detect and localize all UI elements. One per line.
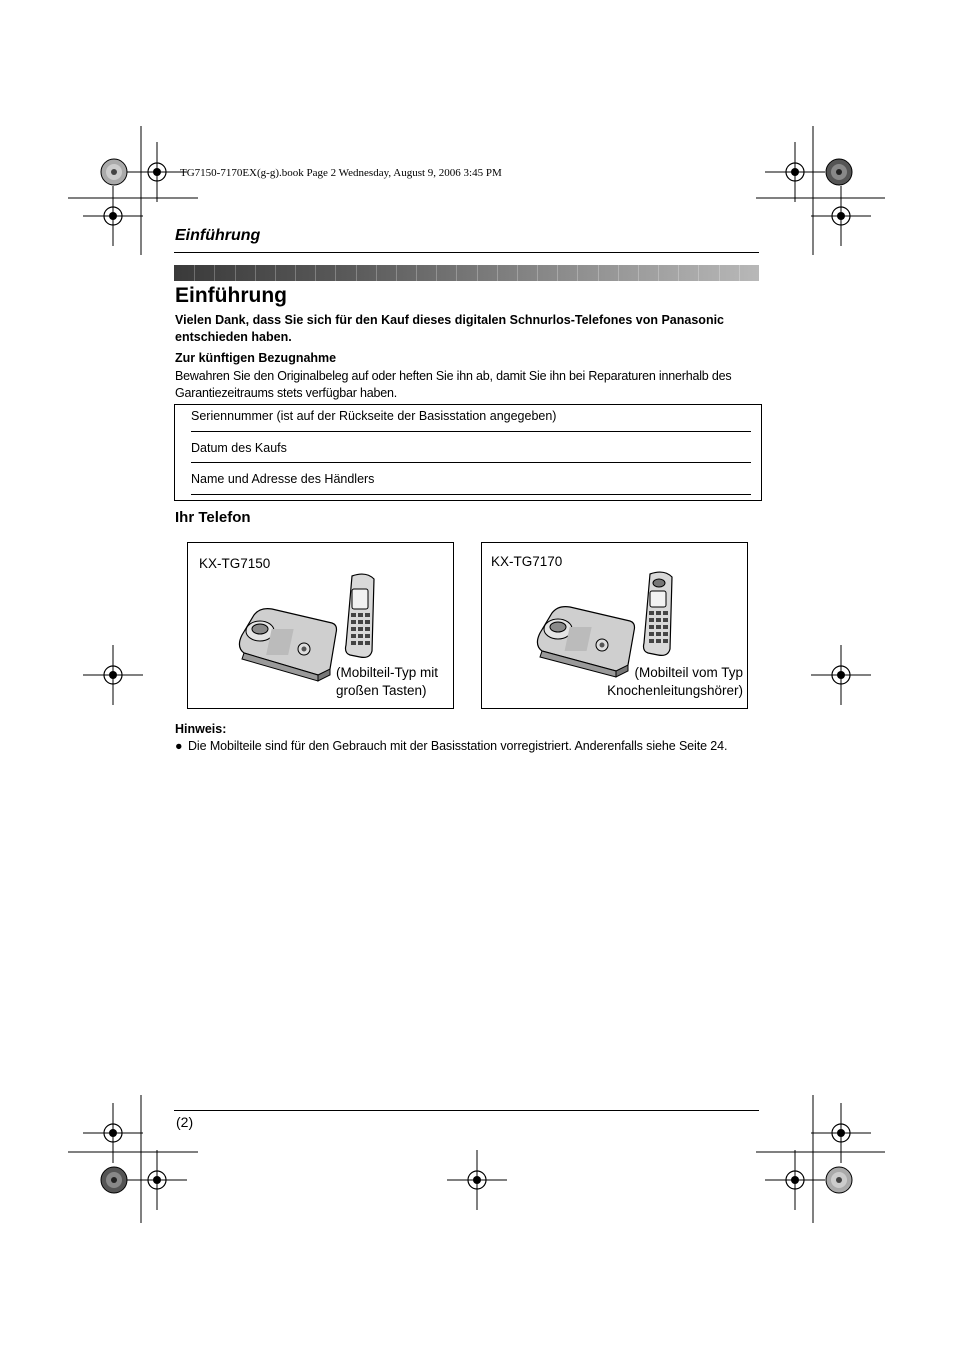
gradient-segment: [477, 265, 478, 281]
model-name: KX-TG7150: [199, 556, 271, 571]
gradient-segment: [214, 265, 215, 281]
record-line: [191, 462, 751, 463]
print-header: TG7150-7170EX(g-g).book Page 2 Wednesday, August 9, 2006 3:45 PM: [180, 167, 502, 179]
gradient-bar: [174, 265, 759, 281]
model-name: KX-TG7170: [491, 554, 563, 569]
gradient-segment: [356, 265, 357, 281]
caption-line-2: großen Tasten): [336, 683, 427, 698]
phone-section-title: Ihr Telefon: [175, 509, 251, 526]
page-number: (2): [176, 1114, 194, 1130]
gradient-segment: [235, 265, 236, 281]
gradient-segment: [275, 265, 276, 281]
reference-line-2: Garantiezeitraums stets verfügbar haben.: [175, 386, 397, 400]
record-field-serial: Seriennummer (ist auf der Rückseite der Basisstation angegeben): [191, 409, 557, 423]
gradient-segment: [396, 265, 397, 281]
gradient-segment: [577, 265, 578, 281]
gradient-segment: [678, 265, 679, 281]
caption-line-1: (Mobilteil vom Typ: [634, 665, 743, 680]
model-caption: [336, 664, 438, 700]
model-box-kx-tg7150: [187, 542, 454, 709]
gradient-segment: [698, 265, 699, 281]
model-caption: [607, 664, 743, 700]
gradient-segment: [537, 265, 538, 281]
model-box-kx-tg7170: [481, 542, 748, 709]
gradient-segment: [658, 265, 659, 281]
caption-line-1: (Mobilteil-Typ mit: [336, 665, 439, 680]
gradient-segment: [335, 265, 336, 281]
gradient-segment: [416, 265, 417, 281]
note-text: Die Mobilteile sind für den Gebrauch mit der Basisstation vorregistriert. Anderenfalls siehe Seite 24.: [188, 739, 728, 753]
gradient-segment: [739, 265, 740, 281]
gradient-segment: [456, 265, 457, 281]
gradient-segment: [295, 265, 296, 281]
gradient-segment: [255, 265, 256, 281]
header-rule: [174, 252, 759, 253]
gradient-segment: [315, 265, 316, 281]
footer-rule: [174, 1110, 759, 1111]
gradient-segment: [517, 265, 518, 281]
gradient-segment: [497, 265, 498, 281]
gradient-segment: [638, 265, 639, 281]
record-field-date: Datum des Kaufs: [191, 441, 287, 455]
record-box: [174, 404, 762, 501]
gradient-segment: [376, 265, 377, 281]
section-header: Einführung: [175, 227, 261, 244]
record-line: [191, 431, 751, 432]
page-title: Einführung: [175, 284, 287, 307]
gradient-segment: [719, 265, 720, 281]
gradient-segment: [618, 265, 619, 281]
reference-text: [175, 368, 765, 402]
gradient-segment: [557, 265, 558, 281]
gradient-segment: [598, 265, 599, 281]
note-heading: Hinweis:: [175, 722, 227, 736]
gradient-segment: [436, 265, 437, 281]
intro-line-2: entschieden haben.: [175, 330, 292, 344]
note-item: [175, 739, 727, 753]
record-line: [191, 494, 751, 495]
caption-line-2: Knochenleitungshörer): [607, 683, 743, 698]
intro-line-1: Vielen Dank, dass Sie sich für den Kauf dieses digitalen Schnurlos-Telefones von Panasonic: [175, 313, 724, 327]
intro-text: [175, 312, 760, 346]
reference-line-1: Bewahren Sie den Originalbeleg auf oder heften Sie ihn ab, damit Sie ihn bei Reparaturen innerhalb des: [175, 369, 732, 383]
record-field-dealer: Name und Adresse des Händlers: [191, 472, 375, 486]
bullet-icon: ●: [175, 739, 183, 753]
gradient-segment: [194, 265, 195, 281]
reference-heading: Zur künftigen Bezugnahme: [175, 351, 337, 365]
